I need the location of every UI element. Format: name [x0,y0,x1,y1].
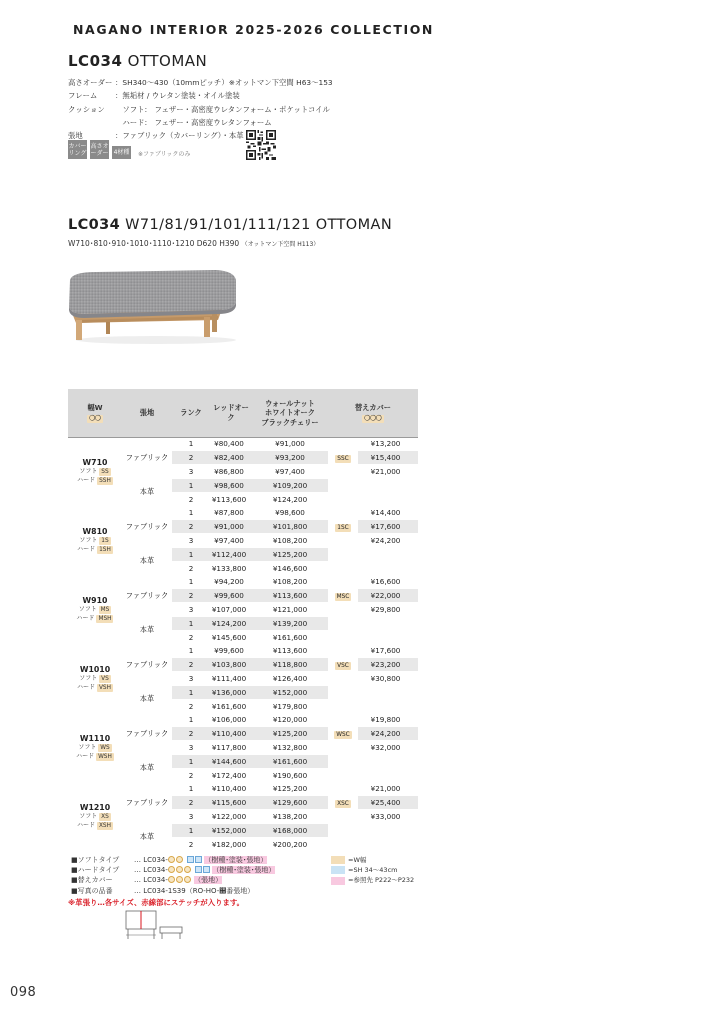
swatch-pink [331,877,345,885]
rank-cell: 1 [172,754,210,768]
cover-price: ¥21,000 [358,782,418,796]
cover-price: ¥19,800 [358,713,418,727]
table-row [68,644,418,658]
walnut-price: ¥113,600 [252,589,328,603]
cover-price: ¥30,800 [358,672,418,686]
stitch-diagram [124,907,184,943]
red-oak-price: ¥115,600 [210,796,252,810]
cover-empty [328,837,418,851]
red-oak-price: ¥144,600 [210,754,252,768]
cover-empty [328,699,418,713]
walnut-price: ¥161,600 [252,630,328,644]
walnut-price: ¥179,800 [252,699,328,713]
cover-price: ¥17,600 [358,520,418,534]
rank-cell: 1 [172,506,210,520]
cover-code-cell: VSC [328,644,358,685]
walnut-price: ¥168,000 [252,823,328,837]
cover-price: ¥21,000 [358,465,418,479]
legend [71,855,275,896]
leather-type-cell: 本革 [122,616,172,644]
red-oak-price: ¥94,200 [210,575,252,589]
color-key [331,855,414,886]
rank-cell: 2 [172,796,210,810]
red-oak-price: ¥98,600 [210,478,252,492]
square-icon [195,866,202,873]
red-oak-price: ¥97,400 [210,534,252,548]
size-cell: W810 ソフト 1S ハード 1SH [68,506,122,575]
fabric-type-cell: ファブリック [122,782,172,823]
rank-cell: 3 [172,810,210,824]
walnut-price: ¥108,200 [252,575,328,589]
feature-badges [68,140,190,159]
red-oak-price: ¥110,400 [210,727,252,741]
page-number: 098 [10,985,37,1000]
size-cell: W1210 ソフト XS ハード XSH [68,782,122,851]
cover-code-cell: XSC [328,782,358,823]
cover-code-cell: 1SC [328,506,358,547]
red-oak-price: ¥99,600 [210,644,252,658]
walnut-price: ¥139,200 [252,616,328,630]
rank-cell: 3 [172,603,210,617]
walnut-price: ¥190,600 [252,768,328,782]
rank-cell: 2 [172,451,210,465]
cover-price: ¥23,200 [358,658,418,672]
legend-row: ■ハードタイプ … LC034- （樹種･塗装･張地） [71,866,276,875]
rank-cell: 2 [172,727,210,741]
spec-row: ハード: フェザー・高密度ウレタンフォーム [115,117,272,127]
rank-cell: 3 [172,534,210,548]
cover-code-cell: MSC [328,575,358,616]
walnut-price: ¥124,200 [252,492,328,506]
rank-cell: 1 [172,713,210,727]
walnut-price: ¥121,000 [252,603,328,617]
cover-price: ¥17,600 [358,644,418,658]
walnut-price: ¥125,200 [252,547,328,561]
rank-cell: 3 [172,465,210,479]
model-code: LC034 [68,52,123,70]
spec-row: フレーム ：無垢材 / ウレタン塗装・オイル塗装 [68,91,240,101]
walnut-price: ¥91,000 [252,437,328,451]
walnut-price: ¥120,000 [252,713,328,727]
rank-cell: 2 [172,699,210,713]
model-name: OTTOMAN [127,52,208,70]
collection-title: NAGANO INTERIOR 2025-2026 COLLECTION [73,22,434,37]
circle-icon [168,876,175,883]
covering-badge: カバーリング [68,140,87,159]
rank-cell: 1 [172,547,210,561]
cover-empty [328,561,418,575]
rank-cell: 3 [172,741,210,755]
col-red-oak: レッドオーク [210,389,252,437]
cover-empty [328,768,418,782]
walnut-price: ¥146,600 [252,561,328,575]
walnut-price: ¥109,200 [252,478,328,492]
cover-empty [328,547,418,561]
rank-cell: 1 [172,437,210,451]
rank-cell: 1 [172,616,210,630]
red-oak-price: ¥103,800 [210,658,252,672]
leather-type-cell: 本革 [122,547,172,575]
circle-icon [168,856,175,863]
col-rank: ランク [172,389,210,437]
height-order-badge: 高さオーダー [90,140,109,159]
fabric-type-cell: ファブリック [122,575,172,616]
red-oak-price: ¥117,800 [210,741,252,755]
walnut-price: ¥132,800 [252,741,328,755]
product-code: LC034 [68,217,121,233]
cover-empty [328,616,418,630]
badge-note: ※ファブリックのみ [138,151,191,158]
fabric-type-cell: ファブリック [122,437,172,478]
price-table [68,389,418,851]
col-fabric: 張地 [122,389,172,437]
col-walnut: ウォールナット ホワイトオーク ブラックチェリー [252,389,328,437]
rank-cell: 1 [172,575,210,589]
red-oak-price: ¥124,200 [210,616,252,630]
red-oak-price: ¥107,000 [210,603,252,617]
walnut-price: ¥118,800 [252,658,328,672]
walnut-price: ¥129,600 [252,796,328,810]
cover-empty [328,754,418,768]
walnut-price: ¥138,200 [252,810,328,824]
walnut-price: ¥108,200 [252,534,328,548]
table-row [68,782,418,796]
red-oak-price: ¥113,600 [210,492,252,506]
red-oak-price: ¥82,400 [210,451,252,465]
red-oak-price: ¥87,800 [210,506,252,520]
red-oak-price: ¥111,400 [210,672,252,686]
circle-icon [184,866,191,873]
model-title [68,52,207,70]
table-row [68,713,418,727]
product-widths: W71/81/91/101/111/121 OTTOMAN [125,217,393,233]
rank-cell: 2 [172,630,210,644]
rank-cell: 2 [172,837,210,851]
red-oak-price: ¥152,000 [210,823,252,837]
rank-cell: 1 [172,478,210,492]
rank-cell: 1 [172,685,210,699]
walnut-price: ¥113,600 [252,644,328,658]
size-cell: W910 ソフト MS ハード MSH [68,575,122,644]
cover-price: ¥33,000 [358,810,418,824]
square-icon [203,866,210,873]
circle-icon [176,856,183,863]
walnut-price: ¥152,000 [252,685,328,699]
leather-type-cell: 本革 [122,823,172,851]
red-oak-price: ¥86,800 [210,465,252,479]
walnut-price: ¥125,200 [252,727,328,741]
fabric-type-cell: ファブリック [122,506,172,547]
red-oak-price: ¥106,000 [210,713,252,727]
rank-cell: 2 [172,658,210,672]
cover-price: ¥29,800 [358,603,418,617]
red-oak-price: ¥172,400 [210,768,252,782]
rank-cell: 2 [172,768,210,782]
cover-price: ¥25,400 [358,796,418,810]
leather-type-cell: 本革 [122,685,172,713]
circle-icon [176,876,183,883]
spec-row: 高さオーダー ：SH340～430（10mmピッチ）※オットマン下空間 H63～153 [68,78,333,87]
spec-row: 張地 ：ファブリック（カバーリング）・本革 [68,131,244,141]
leather-stitch-note: ※革張り…各サイズ、赤線部にステッチが入ります。 [68,898,245,907]
dimensions-text: W710･810･910･1010･1110･1210 D620 H390 [68,239,240,248]
fabric-type-cell: ファブリック [122,644,172,685]
cover-price: ¥15,400 [358,451,418,465]
red-oak-price: ¥112,400 [210,547,252,561]
product-dimensions [68,238,319,249]
red-oak-price: ¥91,000 [210,520,252,534]
red-oak-price: ¥145,600 [210,630,252,644]
price-table-body [68,437,418,851]
col-width: 幅W 〇〇 [68,389,122,437]
walnut-price: ¥101,800 [252,520,328,534]
legend-row: ■ソフトタイプ … LC034- （樹種･塗装･張地） [71,856,268,864]
red-oak-price: ¥182,000 [210,837,252,851]
rank-cell: 1 [172,823,210,837]
legend-row: ■写真の品番 … LC034-1S39（RO-HO-඀番張地） [71,886,255,895]
circle-icon [184,876,191,883]
rank-cell: 1 [172,782,210,796]
square-icon [187,856,194,863]
cover-empty [328,823,418,837]
red-oak-price: ¥136,000 [210,685,252,699]
col-cover: 替えカバー 〇〇〇 [328,389,418,437]
cover-price: ¥16,600 [358,575,418,589]
size-cell: W710 ソフト SS ハード SSH [68,437,122,506]
cover-price: ¥22,000 [358,589,418,603]
table-row [68,437,418,451]
fabric-type-cell: ファブリック [122,713,172,754]
cover-empty [328,685,418,699]
ottoman-photo [66,268,240,346]
cover-price: ¥14,400 [358,506,418,520]
dimensions-note: （オットマン下空間 H113） [241,241,320,248]
rank-cell: 2 [172,492,210,506]
red-oak-price: ¥122,000 [210,810,252,824]
leather-type-cell: 本革 [122,754,172,782]
size-cell: W1110 ソフト WS ハード WSH [68,713,122,782]
table-header-row [68,389,418,437]
cover-price: ¥13,200 [358,437,418,451]
legend-row: ■替えカバー … LC034- （張地） [71,876,223,885]
rank-cell: 2 [172,589,210,603]
swatch-blue [331,866,345,874]
walnut-price: ¥98,600 [252,506,328,520]
square-icon [195,856,202,863]
leather-type-cell: 本革 [122,478,172,506]
rank-cell: 1 [172,644,210,658]
walnut-price: ¥97,400 [252,465,328,479]
product-title [68,217,392,233]
cover-price: ¥24,200 [358,534,418,548]
rank-cell: 2 [172,561,210,575]
red-oak-price: ¥80,400 [210,437,252,451]
key-row: =W幅 [331,855,414,865]
circle-icon [168,866,175,873]
key-row: =参照先 P222～P232 [331,875,414,885]
red-oak-price: ¥110,400 [210,782,252,796]
walnut-price: ¥93,200 [252,451,328,465]
red-oak-price: ¥133,800 [210,561,252,575]
red-oak-price: ¥99,600 [210,589,252,603]
cover-price: ¥32,000 [358,741,418,755]
spec-list [68,76,333,142]
cover-price: ¥24,200 [358,727,418,741]
cover-code-cell: SSC [328,437,358,478]
table-row [68,506,418,520]
cover-code-cell: WSC [328,713,358,754]
rank-cell: 2 [172,520,210,534]
walnut-price: ¥126,400 [252,672,328,686]
walnut-price: ¥125,200 [252,782,328,796]
qr-code-icon[interactable] [246,130,276,160]
wood-species-badge: 4材種 [112,146,131,159]
spec-row: クッション ソフト: フェザー・高密度ウレタンフォーム・ポケットコイル [68,104,330,114]
cover-empty [328,630,418,644]
red-oak-price: ¥161,600 [210,699,252,713]
swatch-yellow [331,856,345,864]
walnut-price: ¥161,600 [252,754,328,768]
walnut-price: ¥200,200 [252,837,328,851]
cover-empty [328,492,418,506]
circle-icon [176,866,183,873]
key-row: =SH 34～43cm [331,865,414,875]
size-cell: W1010 ソフト VS ハード VSH [68,644,122,713]
table-row [68,575,418,589]
cover-empty [328,478,418,492]
rank-cell: 3 [172,672,210,686]
